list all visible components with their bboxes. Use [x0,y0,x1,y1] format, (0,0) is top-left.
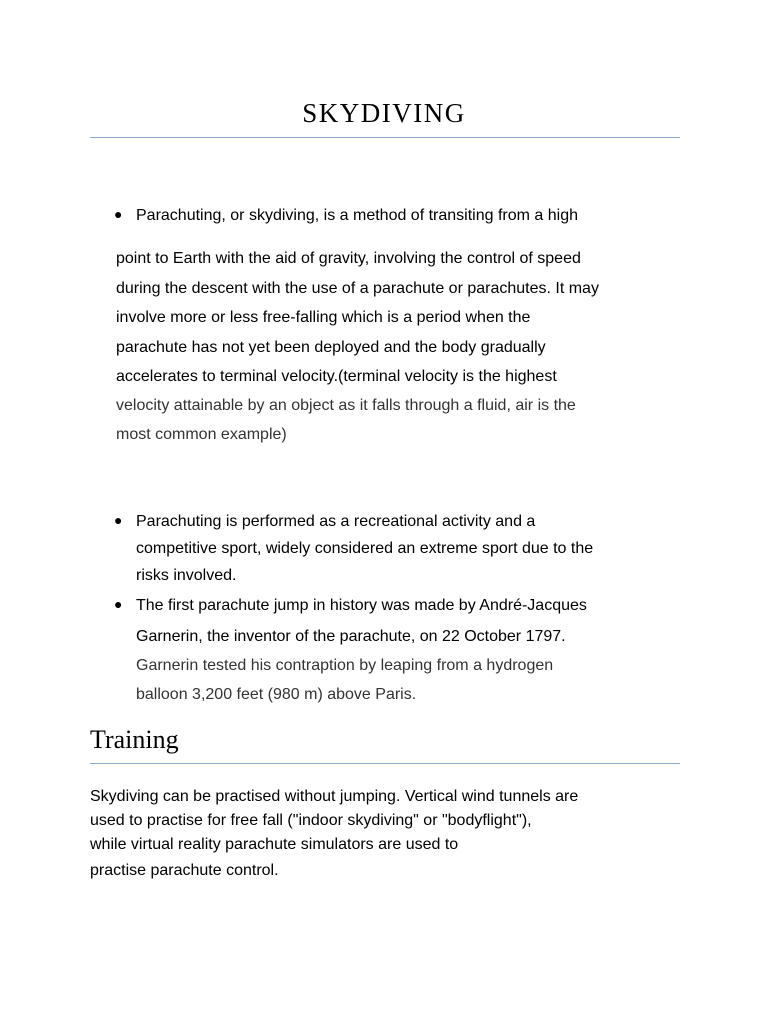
intro-first-line: Parachuting, or skydiving, is a method of transiting from a high [136,207,578,224]
intro-line: accelerates to terminal velocity.(terminal velocity is the highest [116,368,557,385]
training-line: while virtual reality parachute simulators are used to [90,836,459,853]
intro-line: velocity attainable by an object as it falls through a fluid, air is the [116,397,576,414]
training-line: Skydiving can be practised without jumping. Vertical wind tunnels are [90,788,579,805]
bullet-icon: ● [114,206,123,222]
bullet-line: balloon 3,200 feet (980 m) above Paris. [136,686,417,703]
bullet-icon: ● [114,596,123,612]
training-line: used to practise for free fall ("indoor skydiving" or "bodyflight"), [90,812,532,829]
training-line: practise parachute control. [90,862,279,879]
intro-line: most common example) [116,426,287,443]
training-heading: Training [90,725,179,754]
intro-line: involve more or less free-falling which is a period when the [116,309,531,326]
intro-line: during the descent with the use of a parachute or parachutes. It may [116,280,599,297]
training-divider [90,763,680,764]
bullet-icon: ● [114,512,123,528]
intro-line: parachute has not yet been deployed and the body gradually [116,339,546,356]
bullet-line: Garnerin, the inventor of the parachute, on 22 October 1797. [136,628,566,645]
bullet-line: competitive sport, widely considered an extreme sport due to the [136,540,594,557]
title-divider [90,137,680,138]
bullet-line: Parachuting is performed as a recreational activity and a [136,513,536,530]
page-title: SKYDIVING [302,98,466,128]
bullet-line: The first parachute jump in history was made by André-Jacques [136,597,587,614]
bullet-line: Garnerin tested his contraption by leaping from a hydrogen [136,657,554,674]
bullet-line: risks involved. [136,567,237,584]
intro-line: point to Earth with the aid of gravity, involving the control of speed [116,250,581,267]
